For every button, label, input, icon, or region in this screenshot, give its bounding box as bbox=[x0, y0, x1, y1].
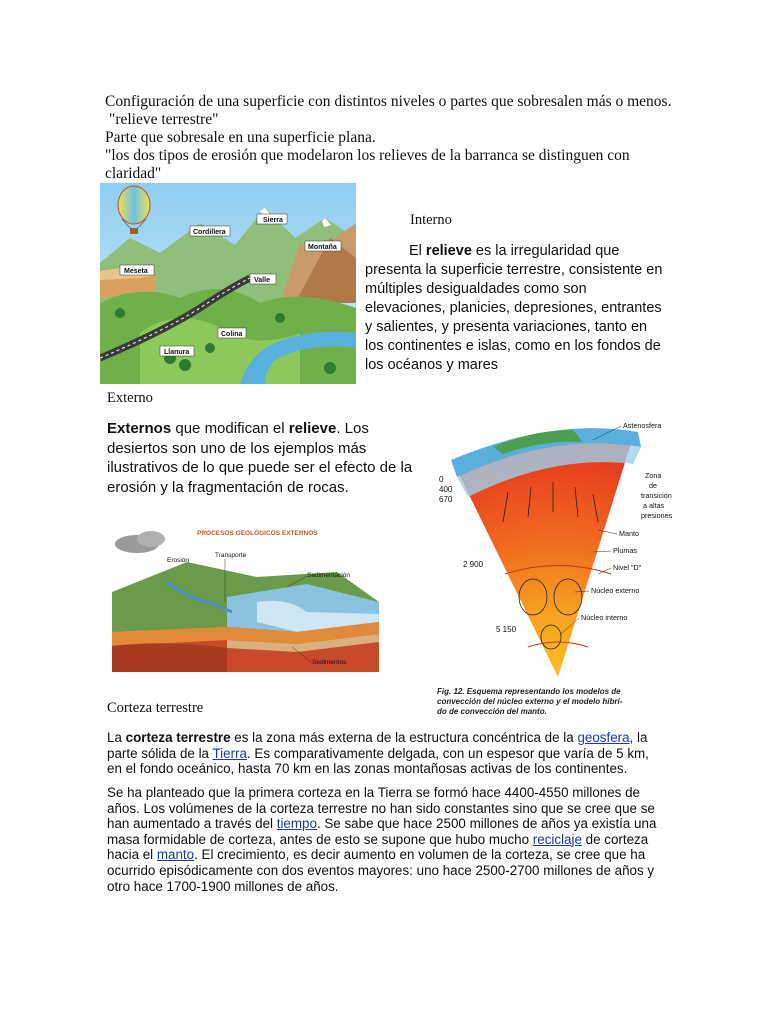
p2-c: de corteza hacia el bbox=[107, 831, 649, 863]
relieve-text: es la irregularidad que presenta la superficie terrestre, consistente en múltiples desigualdades como son elevaciones, planicies, depresiones, entrantes y salientes, y presenta variaciones, tanto en los continentes e islas, como en los fondos de los océanos y mares bbox=[365, 243, 663, 373]
earth-convection-figure bbox=[433, 402, 681, 730]
p1-a: La bbox=[107, 730, 126, 745]
depth-5150: 5 150 bbox=[496, 625, 517, 634]
externos-text: . Los desiertos son uno de los ejemplos más ilustrativos de lo que puede ser el efecto de la erosión y la fragmentación de rocas. bbox=[107, 420, 413, 496]
depth-0: 0 bbox=[439, 475, 444, 484]
label-zona-3: transición bbox=[641, 491, 672, 500]
intro-line-4: "los dos tipos de erosión que modelaron los relieves de la barranca se distinguen con claridad" bbox=[105, 147, 630, 182]
landscape-illustration bbox=[100, 183, 356, 384]
externos-bold: Externos bbox=[107, 420, 172, 437]
label-zona-5: presiones bbox=[641, 511, 673, 520]
label-nivel-d: Nivel "D" bbox=[613, 563, 642, 572]
label-valle: Valle bbox=[254, 277, 270, 284]
p2-d: . El crecimiento, es decir aumento en volumen de la corteza, se cree que ha ocurrido episódicamente con dos eventos mayores: uno hace 2500-2700 millones de años y otro hace 1700-1900 millones de años. bbox=[107, 847, 655, 894]
externos-paragraph bbox=[107, 419, 422, 497]
caption-line-1: Fig. 12. Esquema representando los modelos de bbox=[437, 687, 621, 696]
depth-2900: 2 900 bbox=[463, 560, 484, 569]
label-llanura: Llanura bbox=[164, 349, 190, 356]
procesos-geologicos-illustration bbox=[107, 522, 385, 672]
label-manto: Manto bbox=[619, 529, 639, 538]
label-nucleo-interno: Núcleo interno bbox=[581, 613, 628, 622]
label-erosion: Erosión bbox=[167, 557, 190, 564]
p1-bold: corteza terrestre bbox=[125, 730, 231, 745]
caption-line-2: convección del núcleo externo y el modelo híbri- bbox=[437, 697, 623, 706]
label-astenosfera: Astenosfera bbox=[623, 421, 662, 430]
label-zona-1: Zona bbox=[645, 471, 662, 480]
label-transporte: Transporte bbox=[215, 552, 247, 559]
label-zona-4: a altas bbox=[643, 501, 665, 510]
procesos-title: PROCESOS GEOLÓGICOS EXTERNOS bbox=[197, 530, 318, 537]
label-cordillera: Cordillera bbox=[193, 229, 226, 236]
label-meseta: Meseta bbox=[124, 268, 148, 275]
intro-line-1: Configuración de una superficie con distintos niveles o partes que sobresalen más o menos. bbox=[105, 93, 672, 110]
depth-400: 400 bbox=[439, 485, 453, 494]
intro-definition bbox=[105, 93, 672, 183]
label-sedimentacion: Sedimentación bbox=[307, 572, 350, 579]
link-geosfera[interactable]: geosfera bbox=[577, 730, 630, 745]
label-sierra: Sierra bbox=[263, 217, 283, 224]
relieve-paragraph bbox=[365, 242, 665, 375]
label-plumas: Plumas bbox=[613, 546, 637, 555]
caption-line-3: do de convección del manto. bbox=[437, 707, 547, 716]
link-tierra[interactable]: Tierra bbox=[212, 745, 247, 761]
externos-bold-relieve: relieve bbox=[288, 420, 337, 437]
corteza-heading: Corteza terrestre bbox=[107, 700, 204, 716]
link-tiempo[interactable]: tiempo bbox=[276, 816, 317, 832]
relieve-prefix: El bbox=[409, 243, 426, 259]
label-montana: Montaña bbox=[308, 244, 337, 251]
link-reciclaje[interactable]: reciclaje bbox=[532, 831, 582, 847]
interno-heading: Interno bbox=[410, 212, 452, 228]
corteza-paragraph-1 bbox=[107, 730, 667, 777]
p1-c: es la zona más externa de la estructura concéntrica de la bbox=[230, 730, 578, 745]
p2-a: Se ha planteado que la primera corteza en la Tierra se formó hace 4400-4550 millones de años. Los volúmenes de la corteza terrestre no han sido constantes sino que se cree que se han aumentado a través del bbox=[107, 785, 655, 832]
corteza-paragraph-2 bbox=[107, 785, 667, 894]
p1-d: , la parte sólida de la bbox=[107, 730, 648, 761]
depth-670: 670 bbox=[439, 495, 453, 504]
label-colina: Colina bbox=[221, 331, 243, 338]
relieve-bold: relieve bbox=[425, 243, 472, 259]
label-nucleo-externo: Núcleo externo bbox=[591, 586, 640, 595]
intro-line-2: "relieve terrestre" bbox=[109, 111, 219, 128]
externo-heading: Externo bbox=[107, 390, 153, 406]
intro-line-3: Parte que sobresale en una superficie plana. bbox=[105, 129, 376, 146]
p1-e: . Es comparativamente delgada, con un espesor que varía de 5 km, en el fondo oceánico, hasta 70 km en las zonas montañosas activas de los continentes. bbox=[107, 745, 649, 777]
p2-b: . Se sabe que hace 2500 millones de años ya existía una masa formidable de corteza, antes de esto se supone que hubo mucho bbox=[107, 816, 657, 847]
label-sedimentos: Sedimentos bbox=[312, 659, 347, 666]
label-zona-2: de bbox=[649, 481, 657, 490]
link-manto[interactable]: manto bbox=[156, 847, 195, 863]
externos-mid: que modifican el bbox=[171, 420, 289, 437]
